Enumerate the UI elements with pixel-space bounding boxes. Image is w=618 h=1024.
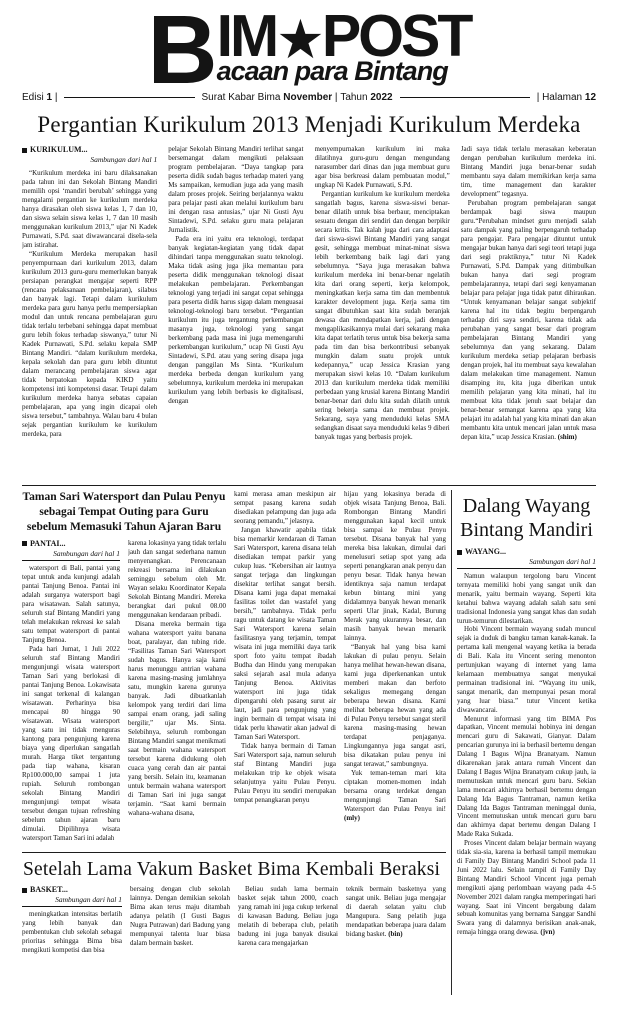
article-column-4 — [346, 885, 446, 955]
article-column-2 — [130, 885, 230, 955]
continuation-tag-pantai — [22, 539, 120, 561]
logo-tagline: acaan para Bintang — [216, 55, 448, 86]
dateline — [22, 92, 596, 103]
tag-label: KURIKULUM... — [30, 145, 88, 154]
body-paragraph: “Kurikulum merdeka ini baru dilaksanakan pada tahun ini dan Sekolah Bintang Mandiri memilih opsi ‘mandiri berubah’ sehingga yang mengalami pergantian ke kurikulum merdeka hanya dirasakan oleh siswa kelas 1, 7 dan 10, dan siswa selain siswa kelas 1, 7 dan 10 masih menggunakan kurikulum 2013,” ujar Ni Kadek Purnawati, S.Pd. saat diwawancarai disela-sela jam istirahat. — [22, 169, 158, 249]
article-basket — [22, 857, 446, 995]
logo-text-im: IM — [216, 3, 277, 69]
lower-page-band — [22, 490, 596, 995]
article-column-3 — [234, 490, 336, 848]
body-paragraph: kami merasa aman meskipun air sempat pasang karena sudah disediakan pelampung dan juga ada seorang pemandu,” jelasnya. — [234, 490, 336, 525]
article-column-3 — [238, 885, 338, 955]
continuation-tag-basket — [22, 885, 122, 907]
body-paragraph: Proses Vincent dalam belajar bermain wayang tidak sia-sia, karena ia berhasil tampil memukau di Family Day Bintang Mandiri School pada 11 Juni 2022 lalu. Selain tampil di Family Day Bintang Mandiri School Vincent juga pernah mengikuti ajang perlombaan wayang pada 4-5 November 2021 dalam rangka memperingati hari wayang. Saat ini Vincent bergabung dalam sebuah komunitas yang bernama Sanggar Sandhi Swara yang di dalamnya berisikan anak-anak, remaja hingga orang dewasa. (jvn) — [457, 839, 596, 937]
body-paragraph: Jangan khawatir apabila tidak bisa memarkir kendaraan di Taman Sari Watersport, karena disana telah disediakan tempat parkir yang cukup luas. “Kebersihan air lautnya sangat terjaga dan lingkungan disekitar terlihat sangat bersih. Disana kami juga dapat memakai fasilitas toilet dan wastafel yang bersih,” tambahnya. Tidak perlu ragu untuk datang ke wisata Taman Sari Watersport karena selain fasilitasnya yang terjamin, tempat wisata ini juga memiliki daya tarik sport foto yaitu tempat ibadah Budha dan Hindu yang merupakan saksi sejarah asal mula adanya Tanjung Benoa. Aktivitas watersport ini juga tidak dipengaruhi oleh pasang surut air laut, jadi para pengunjung yang ingin bermain di tempat wisata ini tidak perlu khawatir akan jadwal di Taman Sari Watersport. — [234, 526, 336, 741]
body-paragraph: teknik bermain basketnya yang sangat unik. Beliau juga mengajar di daerah selatan yaitu club Mangupura. Sang pelatih juga mendapatkan beberapa juara dalam bidang basket. (bin) — [346, 885, 446, 938]
tag-label: PANTAI... — [30, 538, 66, 548]
body-paragraph: Jadi saya tidak terlalu merasakan keberatan dengan perubahan kurikulum merdeka ini. Bintang Mandiri juga benar-benar sudah membantu saya dalam memikirkan kerja sama tim, time management dan karakter development” tegasnya. — [460, 145, 596, 198]
body-paragraph: Pada hari Jumat, 1 Juli 2022 seluruh staf Bintang Mandiri mengunjungi wisata watersport Taman Sari yang berlokasi di pantai Tanjung Benoa. Lokawisata ini sangat terkenal di kalangan wisatawan. Perharinya bisa mencapai 80 hingga 90 wisatawan. Wisata watersport yang satu ini tidak menguras kantong para pengunjung karena biaya yang diperlukan sangatlah murah. Harga tiket tergantung pada tiap wahana, kisaran Rp100.000,00 sampai 1 juta rupiah. Seluruh rombongan sekolah Bintang Mandiri mengunjungi tempat wisata tersebut dengan tujuan refreshing sebelum tahun ajaran baru dimulai. Dipilihnya wisata watersport Taman Sari ini adalah — [22, 644, 120, 842]
article-column-3 — [315, 145, 450, 481]
body-paragraph: Disana mereka bermain tiga wahana watersport yaitu banana boat, paralayar, dan tubing ride. “Fasilitas Taman Sari Watersport sudah bagus. Hanya saja kami harus menunggu antrian wahana karena masing-masing jumlahnya satu, mungkin karena gurunya banyak. Jadi dibuatkanlah kelompok yang terdiri dari lima sampai enam orang, jadi saling bergilir,” ujar Ms. Sinta. Selebihnya, seluruh rombongan Bintang Mandiri sangat menikmati saat bermain wahana watersport tersebut karena didukung oleh cuaca yang cerah dan air pantai yang bersih. Selain itu, keamanan untuk bermain wahana watersport di Taman Sari ini juga sangat terjamin. “Saat kami bermain wahana-wahana disana, — [128, 619, 226, 817]
article-column-1 — [22, 145, 157, 481]
author-initials: (jvn) — [540, 928, 555, 937]
square-bullet-icon — [22, 541, 27, 546]
author-initials: (bin) — [388, 930, 403, 938]
dateline-rule — [64, 97, 194, 98]
body-paragraph: watersport di Bali, pantai yang tepat untuk anda kunjungi adalah pantai Tanjung Benoa. Pantai ini adalah surganya watersport bagi para wisatawan. Salah satunya, seluruh staf Bintang Mandiri yang telah melakukan rekreasi ke salah satu tempat watersport di pantai Tanjung Benoa. — [22, 563, 120, 644]
body-paragraph: Yuk teman-teman mari kita ciptakan momen-momen indah bersama orang terdekat dengan mengunjungi Taman Sari Watersport dan Pulau Penyu ini! (mly) — [344, 769, 446, 822]
continuation-note: Sambungan dari hal 1 — [22, 895, 122, 907]
section-divider — [22, 485, 596, 486]
body-paragraph: Hobi Vincent bermain wayang sudah muncul sejak ia duduk di bangku taman kanak-kanak. Ia pertama kali mengenal wayang ketika ia berada di Bali. Kala itu Vincent sering menonton pertunjukan wayang di internet yang lama kelamaan membuatnya sangat menyukai permainan tradisional ini. “Wayang itu unik, sangat menarik, dan mempunyai pesan moral yang luar biasa.” tutur Vincent ketika diwawancarai. — [457, 625, 596, 714]
author-initials: (mly) — [344, 814, 360, 822]
dateline-rule — [400, 97, 530, 98]
article-column-4 — [344, 490, 446, 848]
article-kurikulum — [22, 145, 596, 481]
article-column-1 — [22, 885, 122, 955]
body-paragraph: “Kurikulum Merdeka merupakan hasil penyempurnaan dari kurikulum 2013, dalam kurikulum 2013 guru-guru memerlukan banyak persiapan perangkat mengajar seperti RPP (rencana pelaksanaan pembelajaran), silabus dan banyak lagi. Tetapi dalam kurikulum merdeka para guru hanya perlu mempersiapkan modul dan untuk rencana pembelajaran guru tidak terlalu terbebani sehingga dapat membuat guru lebih fokus terhadap siswanya,” tutur Ni Kadek Purnawati, S.Pd. selaku kepala SMP Bintang Mandiri. “dalam kurikulum merdeka, kepala sekolah dan para guru lebih dituntut dalam merancang pembelajaran siswa agar tidak berpatokan kepada KIKD yaitu kompetensi inti kompetensi dasar. Tetapi dalam kurikulum merdeka hanya sebatas capaian pembelajaran, apa yang ingin dicapai oleh siswa tersebut,” tambahnya. Walau baru 4 bulan sejak pergantian kurikulum ke kurikulum merdeka, para — [22, 250, 158, 438]
body-paragraph: Pada era ini yaitu era teknologi, terdapat banyak kegiatan-kegiatan yang tidak dapat dihindari tanpa menggunakan suatu teknologi. Maka tidak asing juga jika memantau para peserta didik menggunakan teknologi disaat melakukan pembelajaran. Perkembangan teknologi yang terjadi ini sangat cepat sehingga para peserta didik harus sigap dalam menguasai teknologi-teknologi baru tersebut. “Pergantian kurikulum itu juga tergantung perkembangan masanya juga, teknologi yang sangat berkembang pada masa ini juga memengaruhi perkembangan kurikulum,” ucap Ni Gusti Ayu Sintadewi, S.Pd. atau yang sering disapa juga dengan panggilan Ms Sinta. “Kurikulum merdeka berbeda dengan kurikulum yang sebelumnya, kurikulum merdeka ini merupakan kurikulum yang lebih berbasis ke digitalisasi, dengan — [168, 235, 304, 405]
logo-right-block — [216, 3, 471, 86]
article-column-4 — [461, 145, 596, 481]
continuation-note: Sambungan dari hal 1 — [22, 549, 120, 561]
body-paragraph: hijau yang lokasinya berada di objek wisata Tanjung Benoa, Bali. Rombongan Bintang Mandiri menggunakan kapal kecil untuk bisa sampai ke Pulau Penyu tersebut. Disana banyak hal yang mereka bisa lakukan, dimulai dari menelusuri setiap spot yang ada seperti penangkaran anak penyu dan penyu besar. Tidak hanya hewan identiknya saja namun terdapat kebun bintang mini yang didalamnya banyak hewan menarik seperti Ular jinak, Kadal, Burung Merak yang ukurannya besar, dan masih banyak hewan menarik lainnya. — [344, 490, 446, 642]
logo-letter-b: B — [147, 0, 215, 104]
body-paragraph: menyempurnakan kurikulum ini maka dilatihnya guru-guru dengan mengundang narasumber dari dinas dan juga membuat guru agar bisa berkreasi dalam pembuatan modul,” ungkap Ni Kadek Purnawati, S.Pd. — [314, 145, 450, 189]
tag-label: BASKET... — [30, 885, 68, 894]
headline-kurikulum: Pergantian Kurikulum 2013 Menjadi Kurikulum Merdeka — [37, 112, 581, 137]
square-bullet-icon — [22, 148, 27, 153]
logo-text-post: POST — [321, 3, 471, 69]
headline-basket: Setelah Lama Vakum Basket Bima Kembali Beraksi — [23, 859, 441, 880]
body-paragraph: karena lokasinya yang tidak terlalu jauh dan sangat sederhana namun menyenangkan. Perencanaan rekreasi bersama ini dilakukan seminggu sebelum oleh Mr. Wayan selaku Koordinator Kepala Sekolah Bintang Mandiri. Mereka berangkat dari pukul 08.00 menggunakan kendaraan pribadi. — [128, 538, 226, 619]
star-icon: ★ — [276, 9, 322, 70]
continuation-tag-wayang — [457, 547, 596, 569]
article-wayang — [457, 490, 596, 995]
continuation-note: Sambungan dari hal 1 — [90, 155, 158, 164]
left-region — [22, 490, 446, 995]
edition-info: Edisi 1 | — [22, 92, 58, 103]
body-paragraph: Tidak hanya bermain di Taman Sari Watersport saja, namun seluruh staf Bintang Mandiri juga melakukan trip ke objek wisata selanjutnya yaitu Pulau Penyu. Pulau Penyu itu sendiri merupakan tempat penangkaran penyu — [234, 742, 336, 804]
continuation-note: Sambungan dari hal 1 — [457, 557, 596, 569]
square-bullet-icon — [22, 888, 27, 893]
logo-wordmark — [216, 3, 471, 70]
article-column-1 — [22, 539, 120, 848]
article-column-2 — [128, 539, 226, 848]
headline-pantai: Taman Sari Watersport dan Pulau Penyu sebagai Tempat Outing para Guru sebelum Memasuki Tahun Ajaran Baru — [22, 491, 226, 533]
body-paragraph: Namun walaupun tergolong baru Vincent ternyata memiliki hobi yang sangat unik dan menarik, yaitu bermain wayang. Seperti kita ketahui bahwa wayang adalah salah satu seni tradisional Indonesia yang sangat khas dan sudah turun-temurun dilestarikan. — [457, 572, 596, 625]
body-paragraph: pelajar Sekolah Bintang Mandiri terlihat sangat bersemangat dalam mengikuti pelaksaan program pembelajaran. “Daya tangkap para peserta didik sudah bagus terhadap materi yang Ms sampaikan, kemudian juga ada yang masih dalam proses projek. Seiring berjalannya waktu para pelajar pasti akan melalui kurikulum baru ini dengan rasa antusias,” ujar Ni Gusti Ayu Sintadewi, S.Pd. selaku guru mata pelajaran Jurnalistik. — [168, 145, 304, 234]
section-divider — [22, 852, 446, 853]
body-paragraph: Beliau sudah lama bermain basket sejak tahun 2000, coach yang ramah ini juga cukup terkenal di kawasan Badung. Beliau juga melatih di beberapa club, pelatih badung ini juga banyak disukai karena cara mengajarkan — [238, 885, 338, 947]
column-divider — [451, 490, 452, 995]
body-paragraph: Perubahan program pembelajaran sangat berdampak bagi siswa maupun guru.“Perubahan mindset guru menjadi salah satu dampak yang paling berpengaruh terhadap para pengajar. Para pengajar dituntut untuk mengajar bukan hanya dari segi teori tetapi juga dari segi praktiknya,” tutur Ni Kadek Purnawati, S.Pd. Dampak yang ditimbulkan bukan hanya dari segi program pembelajarannya, tetapi dari segi kenyamanan belajar para pelajar juga tidak patut dihiraukan. “Untuk kenyamanan belajar sangat subjektif karena hal itu tidak begitu berpengaruh terhadap diri saya sendiri, karena tidak ada perubahan yang sangat besar dari program pembelajaran Bintang Mandiri yang sebelumnya dan yang sekarang. Dalam kurikulum merdeka setiap pelajaran berbasis dengan projek, hal itu membuat saya kewalahan dalam melakukan time management. Namun disamping itu, kita juga diberikan untuk memilih pelajaran yang kita minati, hal itu membuat kita tidak jenuh saat belajar dan benar-benar semangat karena apa yang kita pelajari itu adalah hal yang kita minati dan akan membantu kita untuk mencari jalan untuk masa depan kita,” ucap Jessica Krasian. (shim) — [460, 199, 596, 441]
tag-label: WAYANG... — [465, 547, 506, 556]
body-paragraph: “Banyak hal yang bisa kami lakukan di pulau penyu. Selain hanya melihat hewan-hewan disana, kami juga diperkenankan untuk memberi makan dan berfoto sekaligus memegang dengan beberapa hewan disana. Kami melihat beberapa hewan yang ada di Pulau Penyu tersebut sangat steril karena masing-masing hewan terdapat penjaganya. Lingkungannya juga sangat asri, bisa dikatakan pulau penyu ini sangat terawat,” sambungnya. — [344, 643, 446, 768]
body-paragraph: bersaing dengan club sekolah lainnya. Dengan demikian sekolah Bima akan terus maju ditambah adanya pelatih (I Gusti Bagus Nugra Putrawan) dari Badung yang mempunyai talenta luar biasa dalam bermain basket. — [130, 885, 230, 947]
body-paragraph: meningkatkan intensitas berlatih yang lebih banyak dan pembentukan club sekolah sebagai prioritas sehingga Bima bisa mengikuti kompetisi dan bisa — [22, 910, 122, 954]
issue-info: Surat Kabar Bima November | Tahun 2022 — [201, 92, 393, 103]
article-pantai — [22, 490, 446, 848]
page-number: | Halaman 12 — [536, 92, 597, 103]
author-initials: (shim) — [557, 433, 577, 441]
article-column-2 — [168, 145, 303, 481]
square-bullet-icon — [457, 550, 462, 555]
body-paragraph: Menurut informasi yang tim BIMA Pos dapatkan, Vincent memulai hobinya ini dengan mencari guru di Sakawati, Gianyar. Dalam pencarian gurunya ini ia berhasil bertemu dengan Dalang I Bagus Wijna Branatyam. Namun dikarenakan jarak antara rumah Vincent dan Dalang I Bagus Wijna Branatyam cukup jauh, ia memutuskan untuk mencari guru baru. Sekian lama mencari akhirnya berhasil bertemu dengan Dalang Ida Bagus Tantraman, namun ketika Dalang Ida Bagus Tantraman meninggal dunia, Vincent memutuskan untuk mencari guru baru dan akhirnya dapat bertemu dengan Dalang I Made Raka Sukada. — [457, 714, 596, 839]
continuation-tag-kurikulum — [22, 145, 157, 166]
headline-wayang: Dalang Wayang Bintang Mandiri — [460, 495, 593, 541]
body-paragraph: Pergantian kurikulum ke kurikulum merdeka sangatlah bagus, karena siswa-siswi benar-benar dilatih untuk bisa berbaur, menciptakan sesuatu dengan diri sendiri dan dengan berpikir secara kritis. Tak kalah juga dari cara adaptasi dari siswa-siswi Bintang Mandiri yang sangat gesit, sehingga membuat minat-minat siswa lebih berkembang baik lagi dari yang sebelumnya. “Saya juga merasakan bahwa kurikulum merdeka ini benar-benar ngelatih kita dari orang seperti, kerja kelompok, meningkatkan kerja sama tim dan membentuk karakter development juga. Kerja sama tim sangat dibutuhkan saat kita sudah beranjak dewasa dan mendapatkan kerja, jadi dengan mengaplikasikannya mulai dari sekarang maka kita dapat terlatih terus untuk bisa bekerja sama pada tim dan bisa berkontribusi sebanyak mungkin dalam suatu projek untuk kedepannya,” ucap Jessica Krasian yang merupakan siswi kelas 10. “Dalam kurikulum 2013 dan kurikulum merdeka tidak memiliki perbedaan yang krusial karena Bintang Mandiri benar-benar dari dulu kita sudah dilatih untuk sering bekerja sama dan membuat projek. Sekarang, saya yang menduduki kelas SMA sedangkan disaat saya menduduki kelas 9 diberi banyak tugas yang berbasis projek. — [314, 190, 450, 441]
